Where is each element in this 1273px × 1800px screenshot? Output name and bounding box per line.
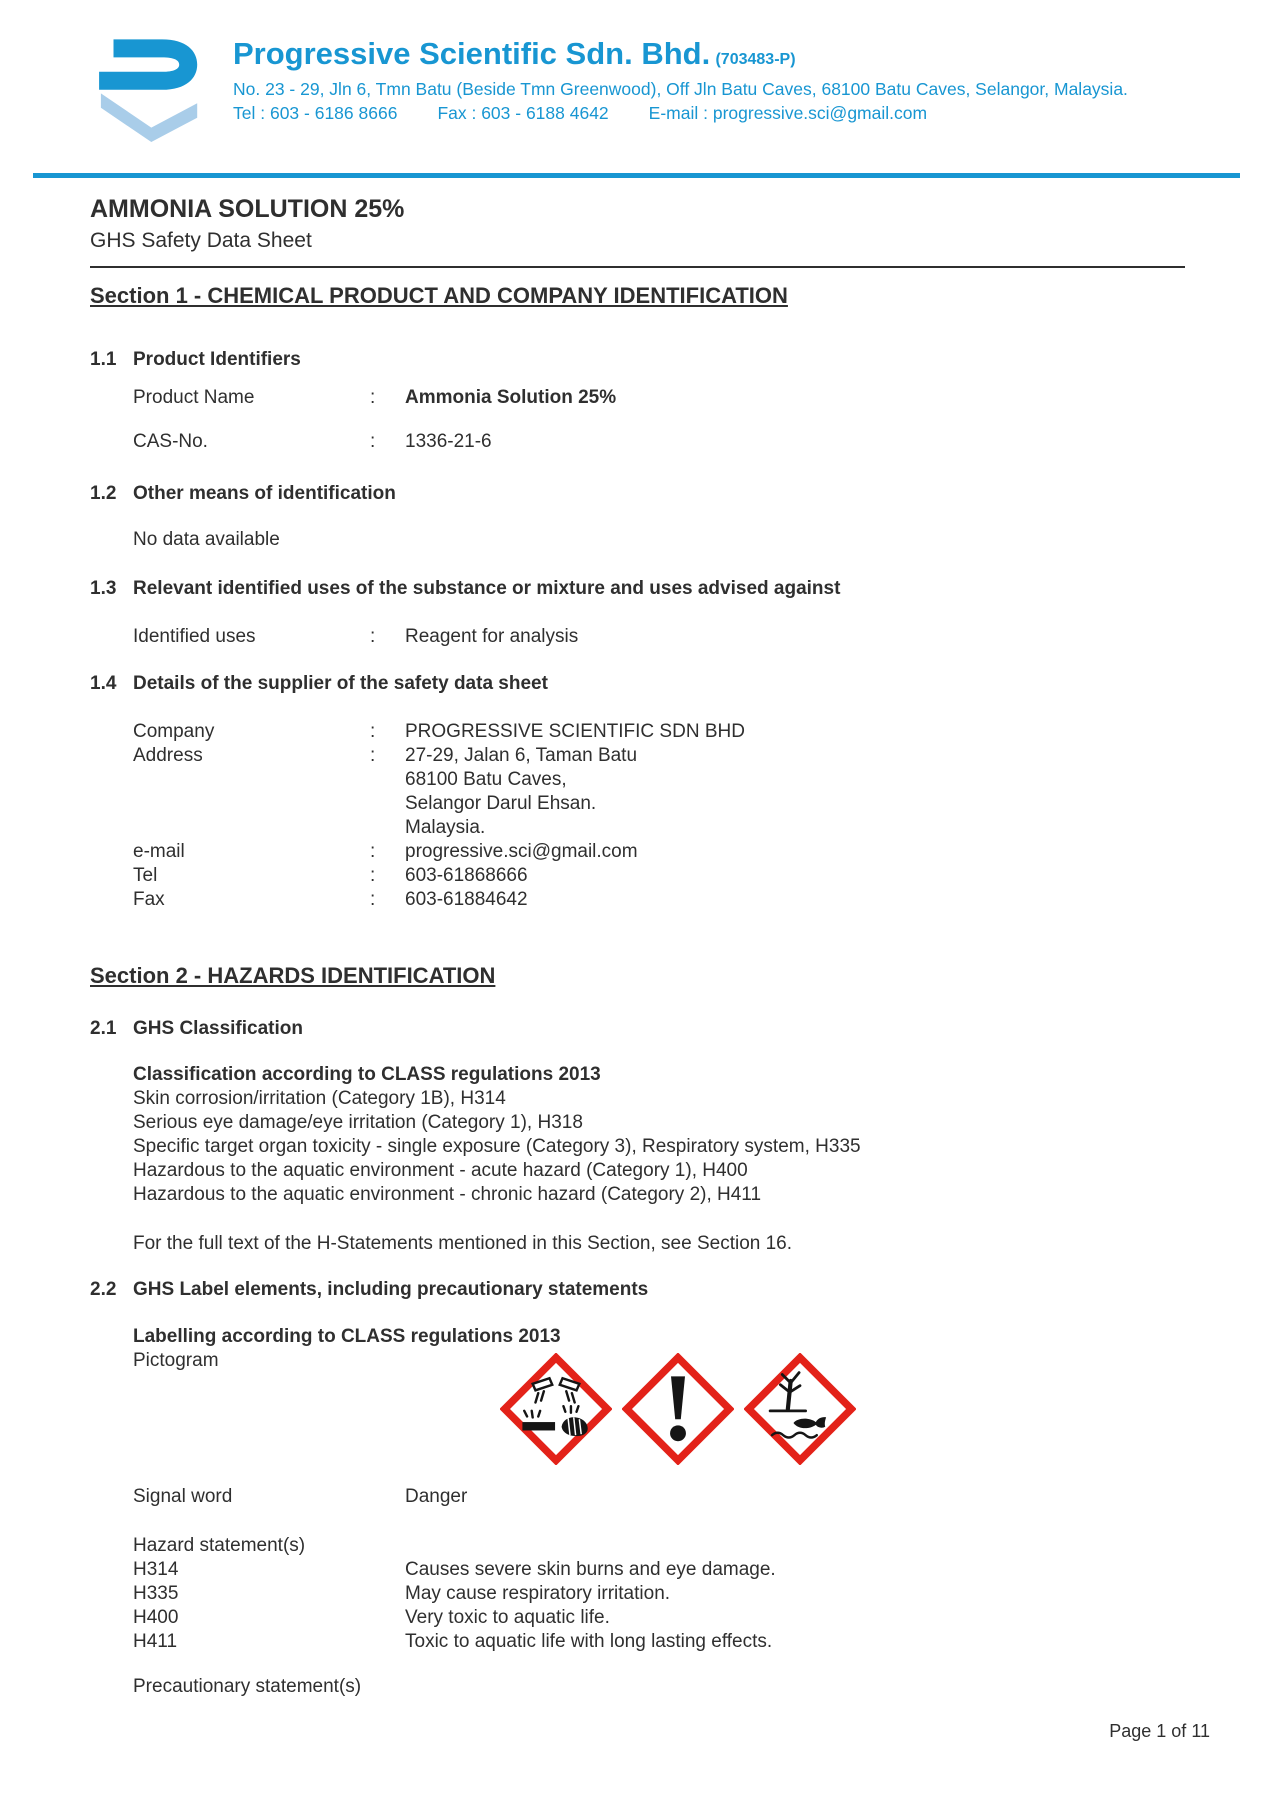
field-label xyxy=(133,768,370,792)
subsection-number: 1.4 xyxy=(90,673,117,694)
colon-separator: : xyxy=(370,431,376,452)
classification-item: Skin corrosion/irritation (Category 1B), H314 xyxy=(133,1088,506,1109)
colon-separator: : xyxy=(370,865,376,886)
ghs-pictograms xyxy=(500,1353,1185,1465)
header-divider xyxy=(33,173,1240,178)
subsection-title: GHS Classification xyxy=(133,1018,303,1039)
subsection-number: 1.1 xyxy=(90,349,117,370)
sds-page-content xyxy=(90,194,1185,1699)
supplier-row xyxy=(133,816,1185,840)
supplier-row xyxy=(133,840,1185,864)
address-value: Malaysia. xyxy=(405,817,486,838)
hazard-statement-row xyxy=(133,1630,1185,1654)
document-subtitle: GHS Safety Data Sheet xyxy=(90,229,312,252)
product-name-row xyxy=(133,386,1185,410)
subsection-1-4-heading xyxy=(90,672,1185,696)
field-label: Identified uses xyxy=(133,626,256,647)
ghs09-environment-icon xyxy=(744,1353,856,1465)
classification-list xyxy=(133,1087,1185,1207)
company-name-line xyxy=(233,36,1128,72)
product-name-value: Ammonia Solution 25% xyxy=(405,387,617,408)
ghs07-exclamation-mark-icon xyxy=(622,1353,734,1465)
hazard-statement-row xyxy=(133,1606,1185,1630)
field-label: Company xyxy=(133,721,215,742)
subsection-number: 1.2 xyxy=(90,483,117,504)
hazard-code: H335 xyxy=(133,1583,179,1604)
supplier-details xyxy=(133,720,1185,912)
hazard-text: May cause respiratory irritation. xyxy=(405,1583,671,1604)
colon-separator xyxy=(370,816,405,840)
tel-value: 603-61868666 xyxy=(405,865,528,886)
no-data-text: No data available xyxy=(133,529,280,550)
field-label xyxy=(133,816,370,840)
supplier-row xyxy=(133,720,1185,744)
hazard-statement-row xyxy=(133,1558,1185,1582)
supplier-row xyxy=(133,792,1185,816)
classification-item: Hazardous to the aquatic environment - acute hazard (Category 1), H400 xyxy=(133,1160,748,1181)
colon-separator xyxy=(370,768,405,792)
subsection-2-2-heading xyxy=(90,1278,1185,1302)
product-title: AMMONIA SOLUTION 25% xyxy=(90,195,405,223)
subsection-number: 2.2 xyxy=(90,1279,117,1300)
subsection-1-3-heading xyxy=(90,577,1185,601)
colon-separator xyxy=(370,792,405,816)
ribbon-logo-icon xyxy=(95,34,213,142)
cas-number-row xyxy=(133,430,1185,454)
precautionary-statements-heading: Precautionary statement(s) xyxy=(133,1676,362,1697)
colon-separator: : xyxy=(370,626,376,647)
supplier-row xyxy=(133,744,1185,768)
signal-word-value: Danger xyxy=(405,1486,468,1507)
company-logo-icon xyxy=(95,34,213,149)
subsection-title: Relevant identified uses of the substance or mixture and uses advised against xyxy=(133,578,841,599)
classification-item: Specific target organ toxicity - single exposure (Category 3), Respiratory system, H335 xyxy=(133,1136,861,1157)
subsection-title: Product Identifiers xyxy=(133,349,301,370)
section2-heading: Section 2 - HAZARDS IDENTIFICATION xyxy=(90,963,496,988)
fax-value: 603-61884642 xyxy=(405,889,528,910)
hazard-text: Causes severe skin burns and eye damage. xyxy=(405,1559,776,1580)
colon-separator: : xyxy=(370,721,376,742)
letterhead-text xyxy=(233,34,1128,125)
page-number: Page 1 of 11 xyxy=(1109,1721,1210,1741)
hazard-code: H411 xyxy=(133,1631,178,1652)
field-label: Address xyxy=(133,745,203,766)
address-value: 68100 Batu Caves, xyxy=(405,769,567,790)
address-value: 27-29, Jalan 6, Taman Batu xyxy=(405,745,638,766)
hazard-statements-list xyxy=(133,1558,1185,1654)
supplier-row xyxy=(133,768,1185,792)
subsection-number: 2.1 xyxy=(90,1018,117,1039)
company-tel: Tel : 603 - 6186 8666 xyxy=(233,103,398,123)
address-value: Selangor Darul Ehsan. xyxy=(405,793,597,814)
pictogram-label: Pictogram xyxy=(133,1350,219,1371)
classification-heading: Classification according to CLASS regulations 2013 xyxy=(133,1064,601,1085)
email-value: progressive.sci@gmail.com xyxy=(405,841,638,862)
company-name: Progressive Scientific Sdn. Bhd. xyxy=(233,36,711,71)
subsection-1-1-heading xyxy=(90,348,1185,372)
hazard-text: Very toxic to aquatic life. xyxy=(405,1607,610,1628)
subsection-2-1-heading xyxy=(90,1017,1185,1041)
company-contact-line xyxy=(233,101,1128,125)
signal-word-label: Signal word xyxy=(133,1486,233,1507)
hazard-statements-heading: Hazard statement(s) xyxy=(133,1535,306,1556)
company-address: No. 23 - 29, Jln 6, Tmn Batu (Beside Tmn Greenwood), Off Jln Batu Caves, 68100 Batu Caves, Selangor, Malaysia. xyxy=(233,79,1128,99)
classification-item: Serious eye damage/eye irritation (Category 1), H318 xyxy=(133,1112,583,1133)
field-label xyxy=(133,792,370,816)
colon-separator: : xyxy=(370,745,376,766)
field-label: e-mail xyxy=(133,841,185,862)
pictogram-row xyxy=(133,1349,1185,1465)
section1-heading: Section 1 - CHEMICAL PRODUCT AND COMPANY IDENTIFICATION xyxy=(90,283,788,308)
field-label: Tel xyxy=(133,865,158,886)
subsection-number: 1.3 xyxy=(90,578,117,599)
subsection-title: Other means of identification xyxy=(133,483,396,504)
company-fax: Fax : 603 - 6188 4642 xyxy=(437,103,609,123)
letterhead xyxy=(0,0,1273,173)
hazard-statement-row xyxy=(133,1582,1185,1606)
labelling-heading: Labelling according to CLASS regulations 2013 xyxy=(133,1326,561,1347)
subsection-1-2-heading xyxy=(90,482,1185,506)
signal-word-row xyxy=(133,1485,1185,1509)
hazard-text: Toxic to aquatic life with long lasting effects. xyxy=(405,1631,773,1652)
company-email: E-mail : progressive.sci@gmail.com xyxy=(648,103,928,123)
hazard-code: H314 xyxy=(133,1559,179,1580)
colon-separator: : xyxy=(370,387,376,408)
supplier-row xyxy=(133,864,1185,888)
colon-separator: : xyxy=(370,889,376,910)
colon-separator: : xyxy=(370,841,376,862)
identified-uses-value: Reagent for analysis xyxy=(405,626,579,647)
title-divider xyxy=(90,266,1185,268)
hazard-code: H400 xyxy=(133,1607,179,1628)
supplier-row xyxy=(133,888,1185,912)
company-registration-number: (703483-P) xyxy=(715,51,796,68)
field-label: Product Name xyxy=(133,387,255,408)
company-value: PROGRESSIVE SCIENTIFIC SDN BHD xyxy=(405,721,745,742)
ghs05-corrosion-icon xyxy=(500,1353,612,1465)
classification-item: Hazardous to the aquatic environment - chronic hazard (Category 2), H411 xyxy=(133,1184,762,1205)
cas-number-value: 1336-21-6 xyxy=(405,431,492,452)
field-label: CAS-No. xyxy=(133,431,208,452)
field-label: Fax xyxy=(133,889,165,910)
h-statement-note: For the full text of the H-Statements mentioned in this Section, see Section 16. xyxy=(133,1233,793,1254)
subsection-title: Details of the supplier of the safety data sheet xyxy=(133,673,548,694)
identified-uses-row xyxy=(133,625,1185,649)
subsection-title: GHS Label elements, including precautionary statements xyxy=(133,1279,649,1300)
